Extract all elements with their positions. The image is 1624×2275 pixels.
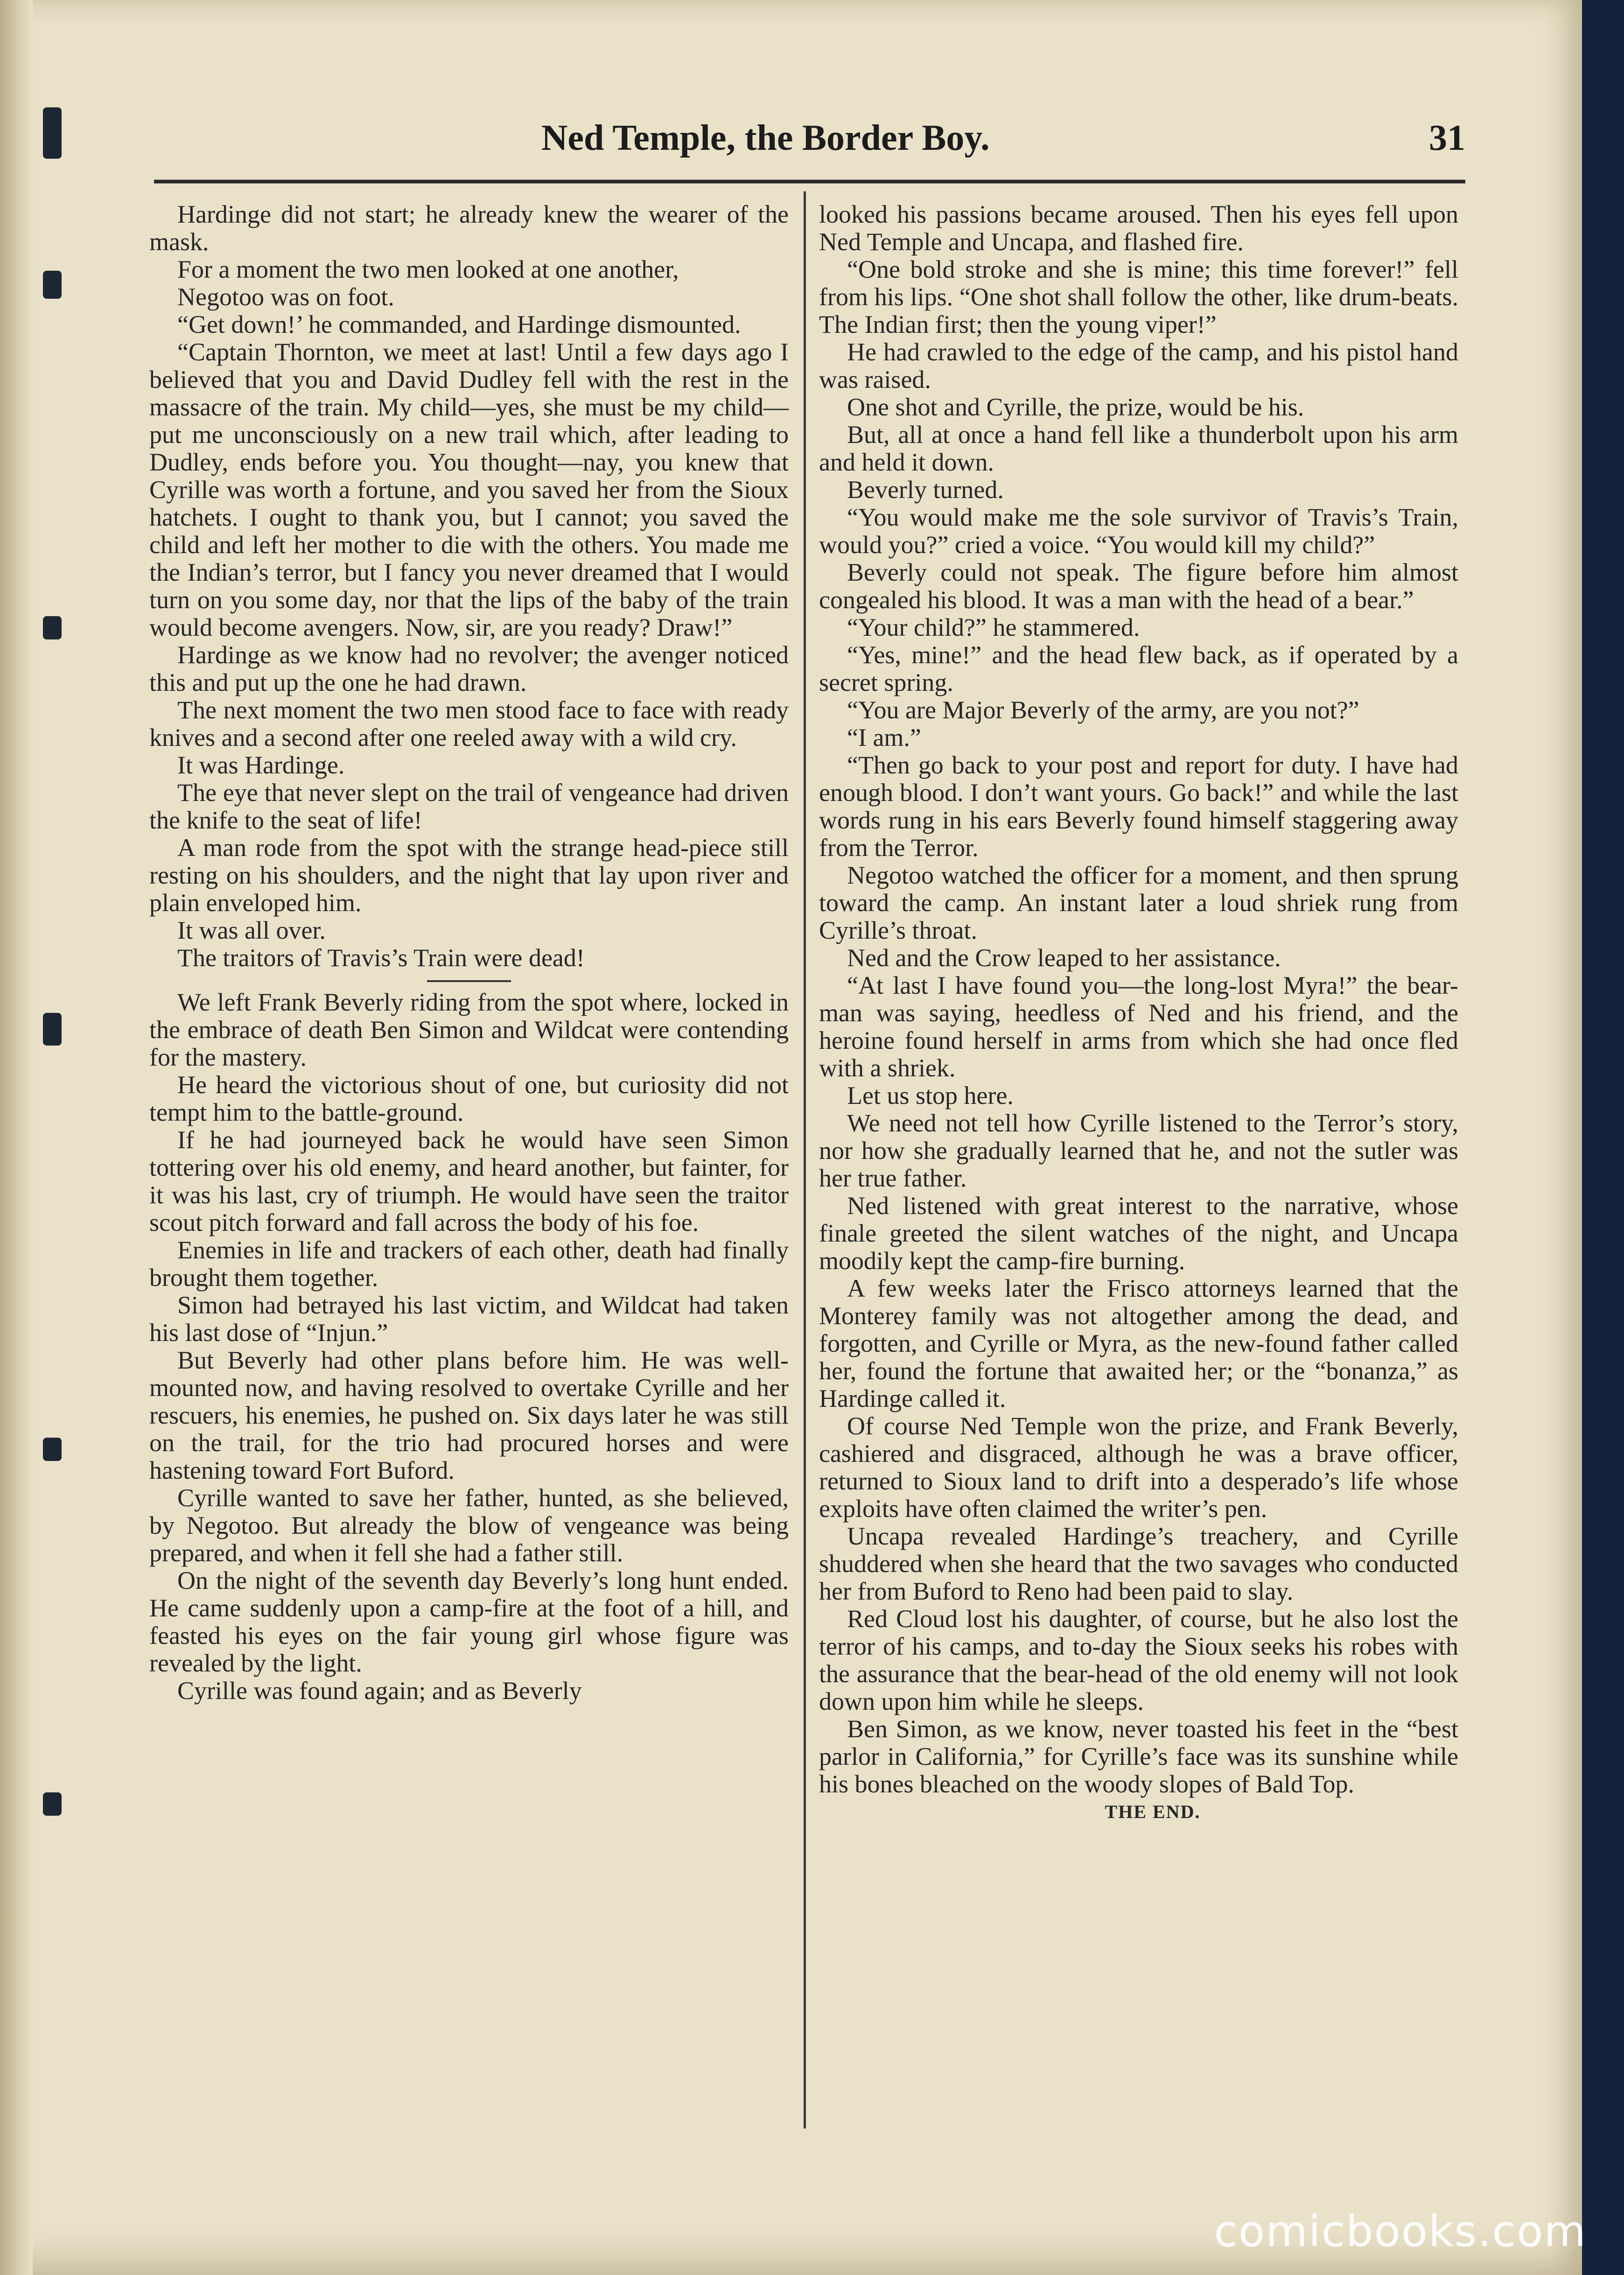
paragraph: Hardinge did not start; he already knew the wearer of the mask. [149,200,789,256]
the-end-label: THE END. [1105,1801,1201,1822]
paragraph: “Yes, mine!” and the head flew back, as if operated by a secret spring. [819,641,1458,696]
paragraph: Uncapa revealed Hardinge’s treachery, and Cyrille shuddered when she heard that the two savages who conducted her from Buford to Reno had been paid to slay. [819,1522,1458,1605]
paragraph: Ned and the Crow leaped to her assistance. [847,944,1281,972]
paragraph: The next moment the two men stood face to face with ready knives and a second after one reeled away with a wild cry. [149,696,789,751]
paragraph: Cyrille wanted to save her father, hunted, as she believed, by Negotoo. But already the blow of vengeance was being prepared, and when it fell she had a father still. [149,1484,789,1567]
paragraph: “Then go back to your post and report for duty. I have had enough blood. I don’t want yours. Go back!” and while the last words rung in his ears Beverly found himself staggering away from the Terror. [819,751,1458,862]
paragraph: Beverly turned. [847,476,1004,504]
paragraph: Ben Simon, as we know, never toasted his feet in the “best parlor in California,” for Cyrille’s face was its sunshine while his bones bleached on the woody slopes of Bald Top. [819,1715,1458,1798]
paragraph: Beverly could not speak. The figure before him almost congealed his blood. It was a man with the head of a bear.” [819,558,1458,614]
paragraph: “I am.” [847,723,921,751]
paragraph: Ned listened with great interest to the narrative, whose finale greeted the silent watches of the night, and Uncapa moodily kept the camp-fire burning. [819,1192,1458,1275]
torn-edge-mark [43,1792,62,1816]
paragraph: “Your child?” he stammered. [847,613,1140,641]
torn-edge-mark [43,1438,62,1461]
paragraph: For a moment the two men looked at one another, [177,255,679,283]
paragraph: Negotoo was on foot. [177,283,394,311]
paragraph: He had crawled to the edge of the camp, and his pistol hand was raised. [819,338,1458,393]
page-header [154,117,1465,168]
paragraph: Hardinge as we know had no revolver; the avenger noticed this and put up the one he had drawn. [149,641,789,696]
paragraph: One shot and Cyrille, the prize, would be his. [847,393,1304,421]
torn-edge-mark [43,107,62,159]
header-rule [154,180,1465,183]
paragraph: It was Hardinge. [177,751,345,779]
page-number: 31 [1429,117,1465,158]
paragraph: If he had journeyed back he would have seen Simon tottering over his old enemy, and heard another, but fainter, for it was his last, cry of triumph. He would have seen the traitor scout pitch forward and fall across the body of his foe. [149,1126,789,1236]
paragraph: “You would make me the sole survivor of Travis’s Train, would you?” cried a voice. “You would kill my child?” [819,503,1458,559]
torn-edge-mark [43,271,62,299]
paragraph: “At last I have found you—the long-lost Myra!” the bear-man was saying, heedless of Ned and his friend, and the heroine found herself in arms from which she had once fled with a shriek. [819,971,1458,1082]
right-column [819,201,1458,2152]
paragraph: The traitors of Travis’s Train were dead! [177,944,585,972]
paragraph: We need not tell how Cyrille listened to the Terror’s story, nor how she gradually learned that he, and not the sutler was her true father. [819,1109,1458,1192]
paragraph: Cyrille was found again; and as Beverly [177,1677,582,1705]
paragraph: On the night of the seventh day Beverly’s long hunt ended. He came suddenly upon a camp-fire at the foot of a hill, and feasted his eyes on the fair young girl whose figure was revealed by the light. [149,1566,789,1677]
paragraph: “One bold stroke and she is mine; this time forever!” fell from his lips. “One shot shall follow the other, like drum-beats. The Indian first; then the young viper!” [819,255,1458,338]
paragraph: Negotoo watched the officer for a moment, and then sprung toward the camp. An instant later a loud shriek rung from Cyrille’s throat. [819,861,1458,944]
paragraph: Let us stop here. [847,1081,1014,1109]
paragraph: Enemies in life and trackers of each other, death had finally brought them together. [149,1236,789,1292]
paragraph: “Captain Thornton, we meet at last! Until a few days ago I believed that you and David Dudley fell with the rest in the massacre of the train. My child—yes, she must be my child—put me unconsciously on a new trail which, after leading to Dudley, ends before you. You thought—nay, you knew that Cyrille was worth a fortune, and you saved her from the Sioux hatchets. I ought to thank you, but I cannot; you saved the child and left her mother to die with the others. You made me the Indian’s terror, but I fancy you never dreamed that I would turn on you some day, nor that the lips of the baby of the train would become avengers. Now, sir, are you ready? Draw!” [149,338,789,641]
paragraph: He heard the victorious shout of one, but curiosity did not tempt him to the battle-ground. [149,1071,789,1126]
page-spine [0,0,33,2275]
paragraph: A few weeks later the Frisco attorneys learned that the Monterey family was not altogether among the dead, and forgotten, and Cyrille or Myra, as the new-found father called her, found the fortune that awaited her; or the “bonanza,” as Hardinge called it. [819,1274,1458,1412]
paragraph: A man rode from the spot with the strange head-piece still resting on his shoulders, and the night that lay upon river and plain enveloped him. [149,834,789,917]
left-column [149,201,789,2152]
paragraph: We left Frank Beverly riding from the spot where, locked in the embrace of death Ben Simon and Wildcat were contending for the mastery. [149,988,789,1071]
paragraph: But, all at once a hand fell like a thunderbolt upon his arm and held it down. [819,421,1458,476]
paragraph: Red Cloud lost his daughter, of course, but he also lost the terror of his camps, and to-day the Sioux seeks his robes with the assurance that the bear-head of the old enemy will not look down upon him while he sleeps. [819,1605,1458,1715]
torn-edge-mark [43,616,62,639]
paragraph: “Get down!’ he commanded, and Hardinge dismounted. [177,310,741,338]
paragraph: It was all over. [177,916,326,944]
paragraph: The eye that never slept on the trail of vengeance had driven the knife to the seat of life! [149,779,789,834]
paragraph: “You are Major Beverly of the army, are you not?” [847,696,1359,724]
column-rule [804,191,806,2128]
paragraph: Simon had betrayed his last victim, and Wildcat had taken his last dose of “Injun.” [149,1291,789,1347]
torn-edge-mark [43,1013,62,1046]
running-title: Ned Temple, the Border Boy. [541,117,990,158]
paragraph: But Beverly had other plans before him. He was well-mounted now, and having resolved to overtake Cyrille and her rescuers, his enemies, he pushed on. Six days later he was still on the trail, for the trio had procured horses and were hastening toward Fort Buford. [149,1346,789,1484]
site-watermark: comicbooks.com [1214,2206,1587,2256]
section-divider [427,980,511,982]
paragraph-continued: looked his passions became aroused. Then his eyes fell upon Ned Temple and Uncapa, and flashed fire. [819,200,1458,256]
paragraph: Of course Ned Temple won the prize, and Frank Beverly, cashiered and disgraced, although he was a brave officer, returned to Sioux land to drift into a desperado’s life whose exploits have often claimed the writer’s pen. [819,1412,1458,1523]
